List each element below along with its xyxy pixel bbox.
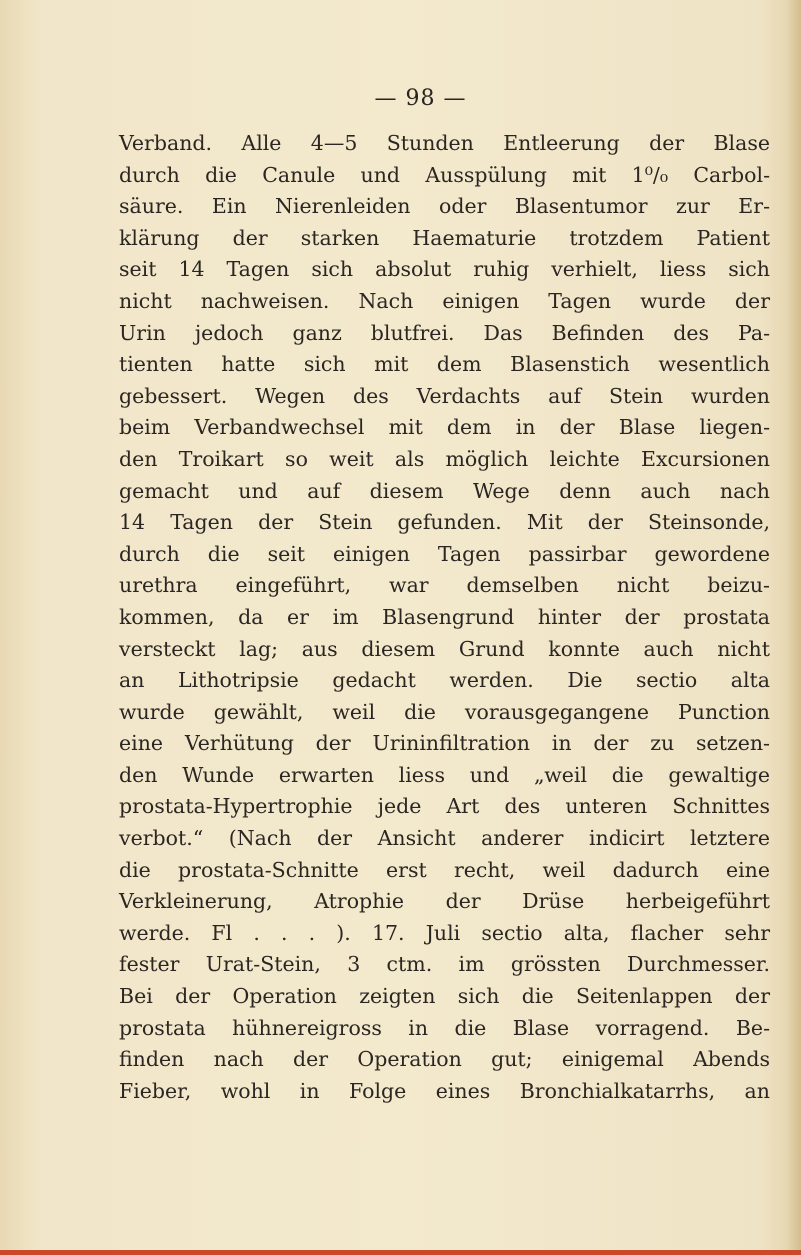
text-line: prostata-Hypertrophie jede Art des unteren Schnittes (119, 794, 770, 819)
text-line: tienten hatte sich mit dem Blasenstich wesentlich (119, 352, 770, 377)
text-line: verbot.“ (Nach der Ansicht anderer indicirt letztere (119, 826, 770, 851)
text-line: Fieber, wohl in Folge eines Bronchialkatarrhs, an (119, 1078, 770, 1103)
body-text (119, 128, 770, 1107)
text-line: den Troikart so weit als möglich leichte Excursionen (119, 446, 770, 471)
text-line: durch die seit einigen Tagen passirbar gewordene (119, 541, 770, 566)
text-line: fester Urat-Stein, 3 ctm. im grössten Durchmesser. (119, 952, 770, 977)
text-line: Verkleinerung, Atrophie der Drüse herbeigeführt (119, 889, 770, 914)
text-line: wurde gewählt, weil die vorausgegangene Punction (119, 699, 770, 724)
text-line: versteckt lag; aus diesem Grund konnte auch nicht (119, 636, 770, 661)
text-line: Urin jedoch ganz blutfrei. Das Befinden des Pa- (119, 320, 770, 345)
text-line: kommen, da er im Blasengrund hinter der prostata (119, 604, 770, 629)
text-line: Verband. Alle 4—5 Stunden Entleerung der Blase (119, 131, 770, 155)
text-line: gebessert. Wegen des Verdachts auf Stein wurden (119, 383, 770, 408)
text-line: Bei der Operation zeigten sich die Seitenlappen der (119, 984, 770, 1009)
text-line: an Lithotripsie gedacht werden. Die sectio alta (119, 668, 770, 693)
text-line: die prostata-Schnitte erst recht, weil dadurch eine (119, 857, 770, 882)
text-line: gemacht und auf diesem Wege denn auch nach (119, 478, 770, 503)
text-line: den Wunde erwarten liess und „weil die gewaltige (119, 762, 770, 787)
text-line: 14 Tagen der Stein gefunden. Mit der Steinsonde, (119, 510, 770, 535)
text-line: urethra eingeführt, war demselben nicht beizu- (119, 573, 770, 598)
page-bottom-edge (0, 1250, 801, 1255)
text-line: prostata hühnereigross in die Blase vorragend. Be- (119, 1015, 770, 1040)
text-line: seit 14 Tagen sich absolut ruhig verhielt, liess sich (119, 257, 770, 282)
text-line: durch die Canule und Ausspülung mit 1⁰/₀ Carbol- (119, 162, 770, 187)
text-line: werde. Fl . . . ). 17. Juli sectio alta, flacher sehr (119, 920, 770, 945)
page-edge-shadow (787, 0, 801, 1255)
page-number: — 98 — (374, 86, 467, 111)
text-line: finden nach der Operation gut; einigemal Abends (119, 1047, 770, 1072)
text-line: säure. Ein Nierenleiden oder Blasentumor zur Er- (119, 194, 770, 219)
text-line: eine Verhütung der Urininfiltration in der zu setzen- (119, 731, 770, 756)
text-line: klärung der starken Haematurie trotzdem Patient (119, 225, 770, 250)
text-line: beim Verbandwechsel mit dem in der Blase liegen- (119, 415, 770, 440)
text-line: nicht nachweisen. Nach einigen Tagen wurde der (119, 288, 770, 313)
